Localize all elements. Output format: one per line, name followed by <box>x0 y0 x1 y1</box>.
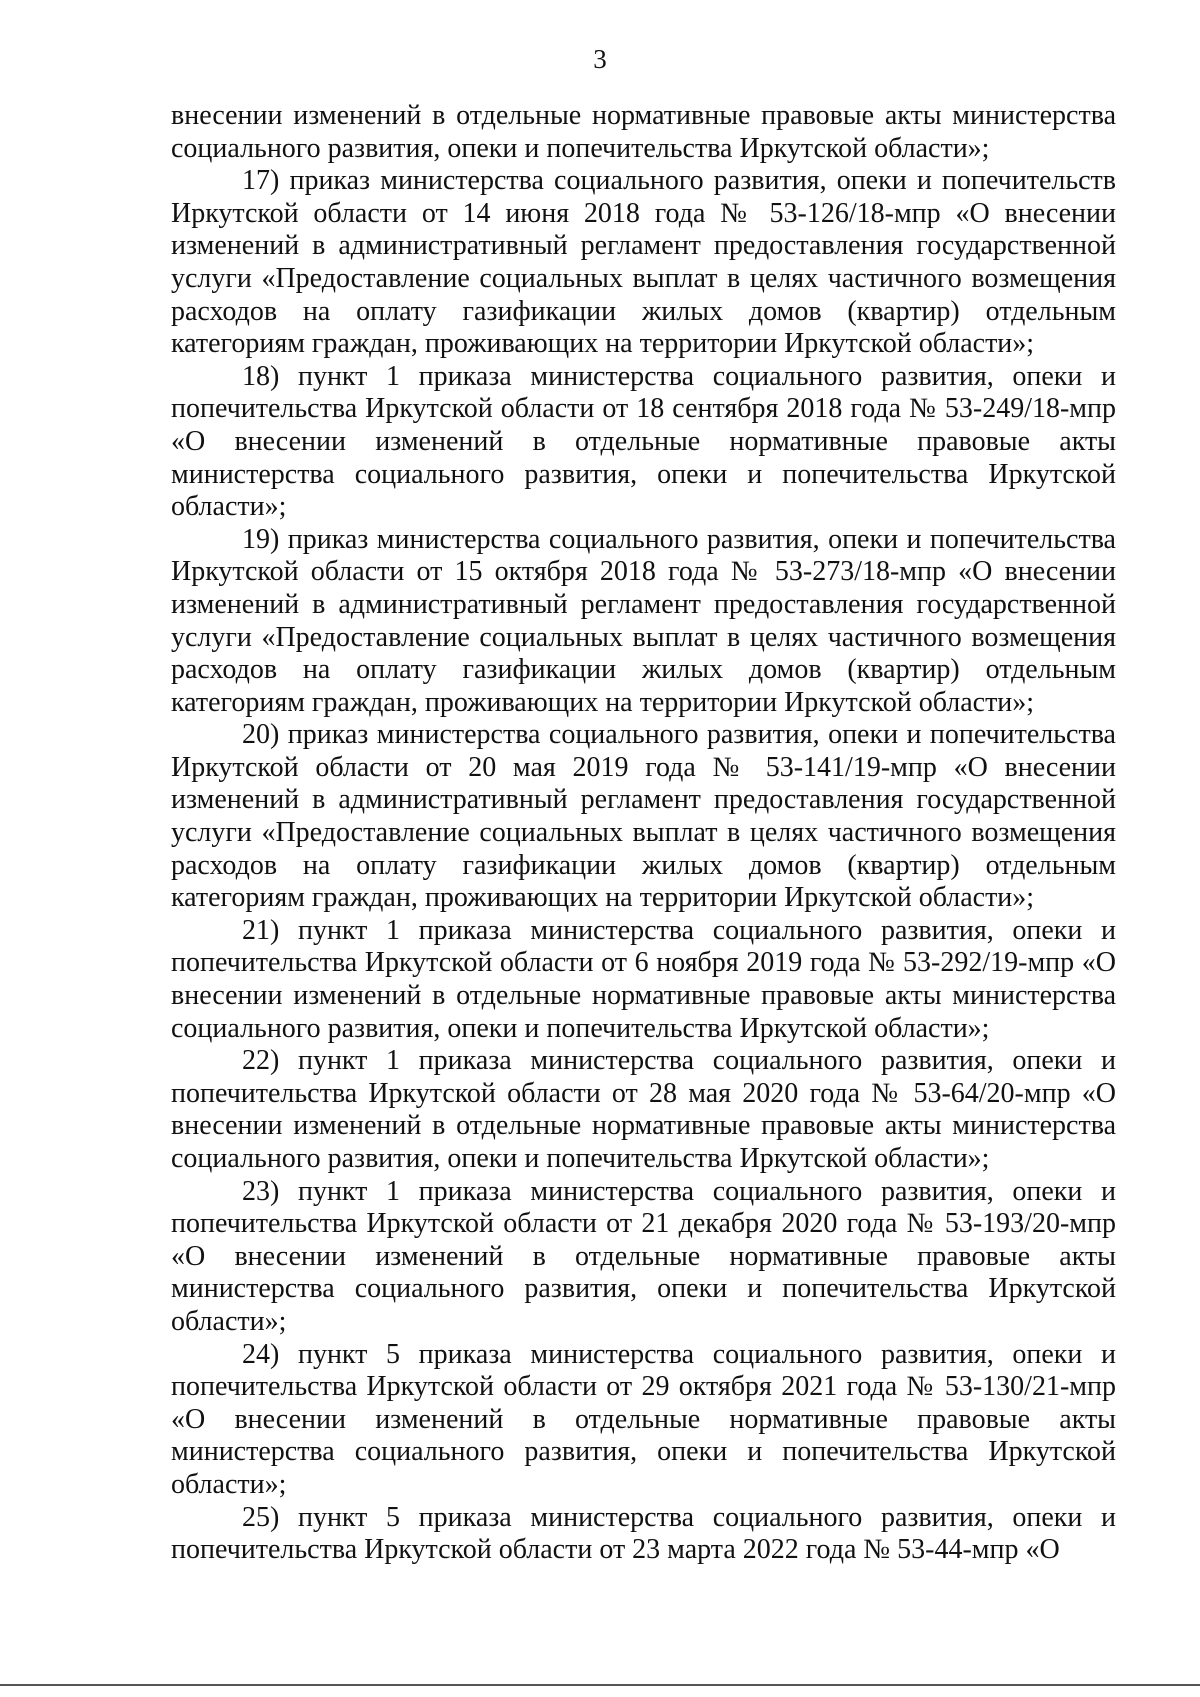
paragraph-8: 24) пункт 5 приказа министерства социального развития, опеки и попечительства Иркутской области от 29 октября 2021 года № 53-130/21-мпр «О внесении изменений в отдельные нормативные правовые акты министерства социального развития, опеки и попечительства Иркутской области»; <box>171 1338 1116 1500</box>
paragraph-7: 23) пункт 1 приказа министерства социального развития, опеки и попечительства Иркутской области от 21 декабря 2020 года № 53-193/20-мпр «О внесении изменений в отдельные нормативные правовые акты министерства социального развития, опеки и попечительства Иркутской области»; <box>171 1175 1116 1337</box>
paragraph-5: 21) пункт 1 приказа министерства социального развития, опеки и попечительства Иркутской области от 6 ноября 2019 года № 53-292/19-мпр «О внесении изменений в отдельные нормативные правовые акты министерства социального развития, опеки и попечительства Иркутской области»; <box>171 914 1116 1044</box>
paragraph-9: 25) пункт 5 приказа министерства социального развития, опеки и попечительства Иркутской области от 23 марта 2022 года № 53-44-мпр «О <box>171 1501 1116 1566</box>
paragraph-1: 17) приказ министерства социального развития, опеки и попечительств Иркутской области от 14 июня 2018 года № 53-126/18-мпр «О внесении изменений в административный регламент предоставления государственной услуги «Предоставление социальных выплат в целях частичного возмещения расходов на оплату газификации жилых домов (квартир) отдельным категориям граждан, проживающих на территории Иркутской области»; <box>171 165 1116 360</box>
page-number: 3 <box>593 44 607 74</box>
paragraph-2: 18) пункт 1 приказа министерства социального развития, опеки и попечительства Иркутской области от 18 сентября 2018 года № 53-249/18-мпр «О внесении изменений в отдельные нормативные правовые акты министерства социального развития, опеки и попечительства Иркутской области»; <box>171 360 1116 523</box>
paragraph-0: внесении изменений в отдельные нормативные правовые акты министерства социального развития, опеки и попечительства Иркутской области»; <box>171 100 1116 164</box>
paragraph-3: 19) приказ министерства социального развития, опеки и попечительства Иркутской области от 15 октября 2018 года № 53-273/18-мпр «О внесении изменений в административный регламент предоставления государственной услуги «Предоставление социальных выплат в целях частичного возмещения расходов на оплату газификации жилых домов (квартир) отдельным категориям граждан, проживающих на территории Иркутской области»; <box>171 523 1116 718</box>
paragraph-6: 22) пункт 1 приказа министерства социального развития, опеки и попечительства Иркутской области от 28 мая 2020 года № 53-64/20-мпр «О внесении изменений в отдельные нормативные правовые акты министерства социального развития, опеки и попечительства Иркутской области»; <box>171 1045 1116 1174</box>
document-body <box>171 100 1116 1567</box>
page-bottom-rule <box>0 1684 1200 1686</box>
paragraph-4: 20) приказ министерства социального развития, опеки и попечительства Иркутской области от 20 мая 2019 года № 53-141/19-мпр «О внесении изменений в административный регламент предоставления государственной услуги «Предоставление социальных выплат в целях частичного возмещения расходов на оплату газификации жилых домов (квартир) отдельным категориям граждан, проживающих на территории Иркутской области»; <box>171 719 1116 914</box>
